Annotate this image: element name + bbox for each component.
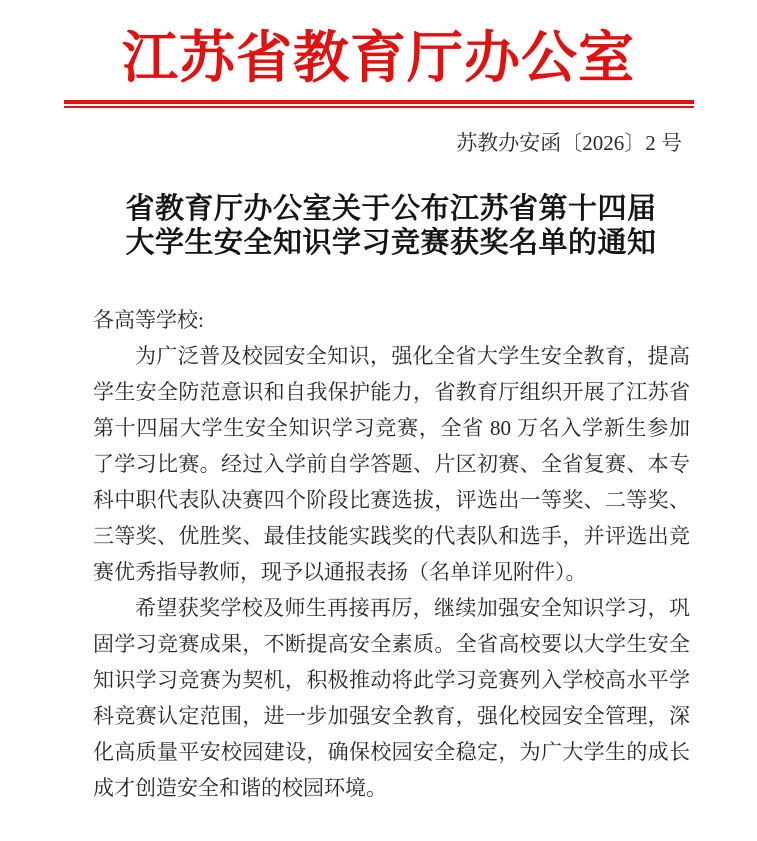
body-line: 成才创造安全和谐的校园环境。: [93, 776, 387, 800]
body-line: 化高质量平安校园建设，确保校园安全稳定，为广大学生的成长: [93, 740, 690, 764]
body-line: 赛优秀指导教师，现予以通报表扬（名单详见附件）。: [93, 560, 587, 584]
body-line: 固学习竞赛成果，不断提高安全素质。全省高校要以大学生安全: [93, 632, 690, 656]
paragraph: [93, 338, 690, 590]
salutation: 各高等学校:: [93, 308, 204, 332]
body-paragraphs: [93, 338, 690, 806]
letterhead-rule-thin: [64, 106, 694, 108]
body-line: 科竞赛认定范围，进一步加强安全教育，强化校园安全管理，深: [93, 704, 690, 728]
doc-title-line2: 大学生安全知识学习竞赛获奖名单的通知: [125, 227, 657, 259]
body-line: 了学习比赛。经过入学前自学答题、片区初赛、全省复赛、本专: [93, 452, 690, 476]
paragraph: [93, 590, 690, 806]
body-line: 三等奖、优胜奖、最佳技能实践奖的代表队和选手，并评选出竞: [93, 524, 690, 548]
doc-number: 苏教办安函〔2026〕2 号: [456, 131, 682, 155]
body: [93, 302, 690, 806]
letterhead-org-name: 江苏省教育厅办公室: [122, 28, 635, 90]
doc-title: [92, 192, 690, 260]
body-line: 第十四届大学生安全知识学习竞赛，全省 80 万名入学新生参加: [93, 416, 690, 440]
body-line: 学生安全防范意识和自我保护能力，省教育厅组织开展了江苏省: [93, 380, 690, 404]
doc-title-line1: 省教育厅办公室关于公布江苏省第十四届: [125, 193, 657, 225]
body-line: 科中职代表队决赛四个阶段比赛选拔，评选出一等奖、二等奖、: [93, 488, 690, 512]
body-line: 知识学习竞赛为契机，积极推动将此学习竞赛列入学校高水平学: [93, 668, 690, 692]
body-line: 希望获奖学校及师生再接再厉，继续加强安全知识学习，巩: [135, 596, 690, 620]
body-line: 为广泛普及校园安全知识，强化全省大学生安全教育，提高: [135, 344, 690, 368]
letterhead-rule-thick: [64, 100, 694, 104]
